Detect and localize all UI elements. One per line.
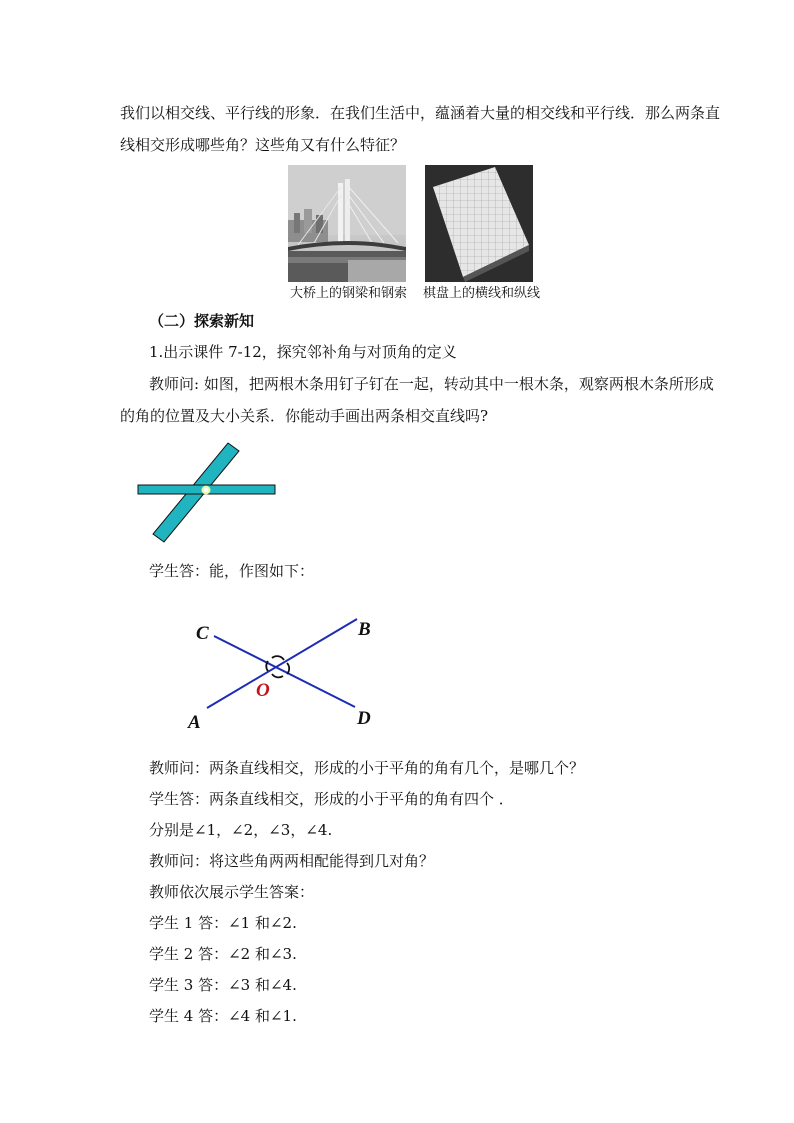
bridge-photo-drawing [288, 165, 406, 282]
angle-arc-top [272, 656, 284, 660]
section-title: （二）探索新知 [149, 312, 255, 330]
dialogue-line: 学生 3 答：∠3 和∠4. [149, 976, 297, 994]
line-AB [207, 619, 357, 708]
label-A: A [188, 712, 201, 733]
dialogue-line: 教师问：将这些角两两相配能得到几对角？ [149, 852, 435, 870]
dialogue-line: 分别是∠1，∠2，∠3，∠4. [149, 821, 333, 839]
chessboard-caption: 棋盘上的横线和纵线 [423, 286, 541, 301]
label-D: D [357, 708, 371, 729]
sticks-figure [130, 440, 290, 550]
angle-arc-right [287, 663, 289, 674]
line-CD [214, 636, 355, 707]
student-answer-1: 学生答：能，作图如下： [149, 562, 315, 580]
dialogue-line: 学生 2 答：∠2 和∠3. [149, 945, 297, 963]
angle-arc-left [266, 661, 268, 671]
label-O: O [256, 680, 270, 701]
dialogue-line: 学生 4 答：∠4 和∠1. [149, 1007, 297, 1025]
bridge-caption: 大桥上的钢梁和钢索 [290, 286, 408, 301]
teacher-question-line-1: 教师问: 如图，把两根木条用钉子钉在一起，转动其中一根木条，观察两根木条所形成 [149, 375, 714, 393]
intersecting-lines-diagram [180, 610, 380, 735]
intro-line-2: 线相交形成哪些角？这些角又有什么特征？ [120, 136, 406, 154]
angle-arc-bottom [272, 674, 283, 677]
chessboard-photo-drawing [425, 165, 533, 282]
bridge-photo [288, 165, 406, 282]
chessboard-photo [425, 165, 533, 282]
dialogue-line: 学生答：两条直线相交，形成的小于平角的角有四个 ． [149, 790, 514, 808]
teacher-question-line-2: 的角的位置及大小关系．你能动手画出两条相交直线吗? [120, 407, 489, 425]
dialogue-line: 学生 1 答：∠1 和∠2. [149, 914, 297, 932]
dialogue-line: 教师依次展示学生答案： [149, 883, 315, 901]
dialogue-line: 教师问：两条直线相交，形成的小于平角的角有几个，是哪几个？ [149, 759, 585, 777]
label-B: B [358, 619, 371, 640]
intro-line-1: 我们以相交线、平行线的形象．在我们生活中，蕴涵着大量的相交线和平行线．那么两条直 [120, 104, 721, 122]
nail [203, 487, 210, 494]
item-1: 1.出示课件 7-12，探究邻补角与对顶角的定义 [149, 343, 457, 361]
label-C: C [196, 623, 209, 644]
